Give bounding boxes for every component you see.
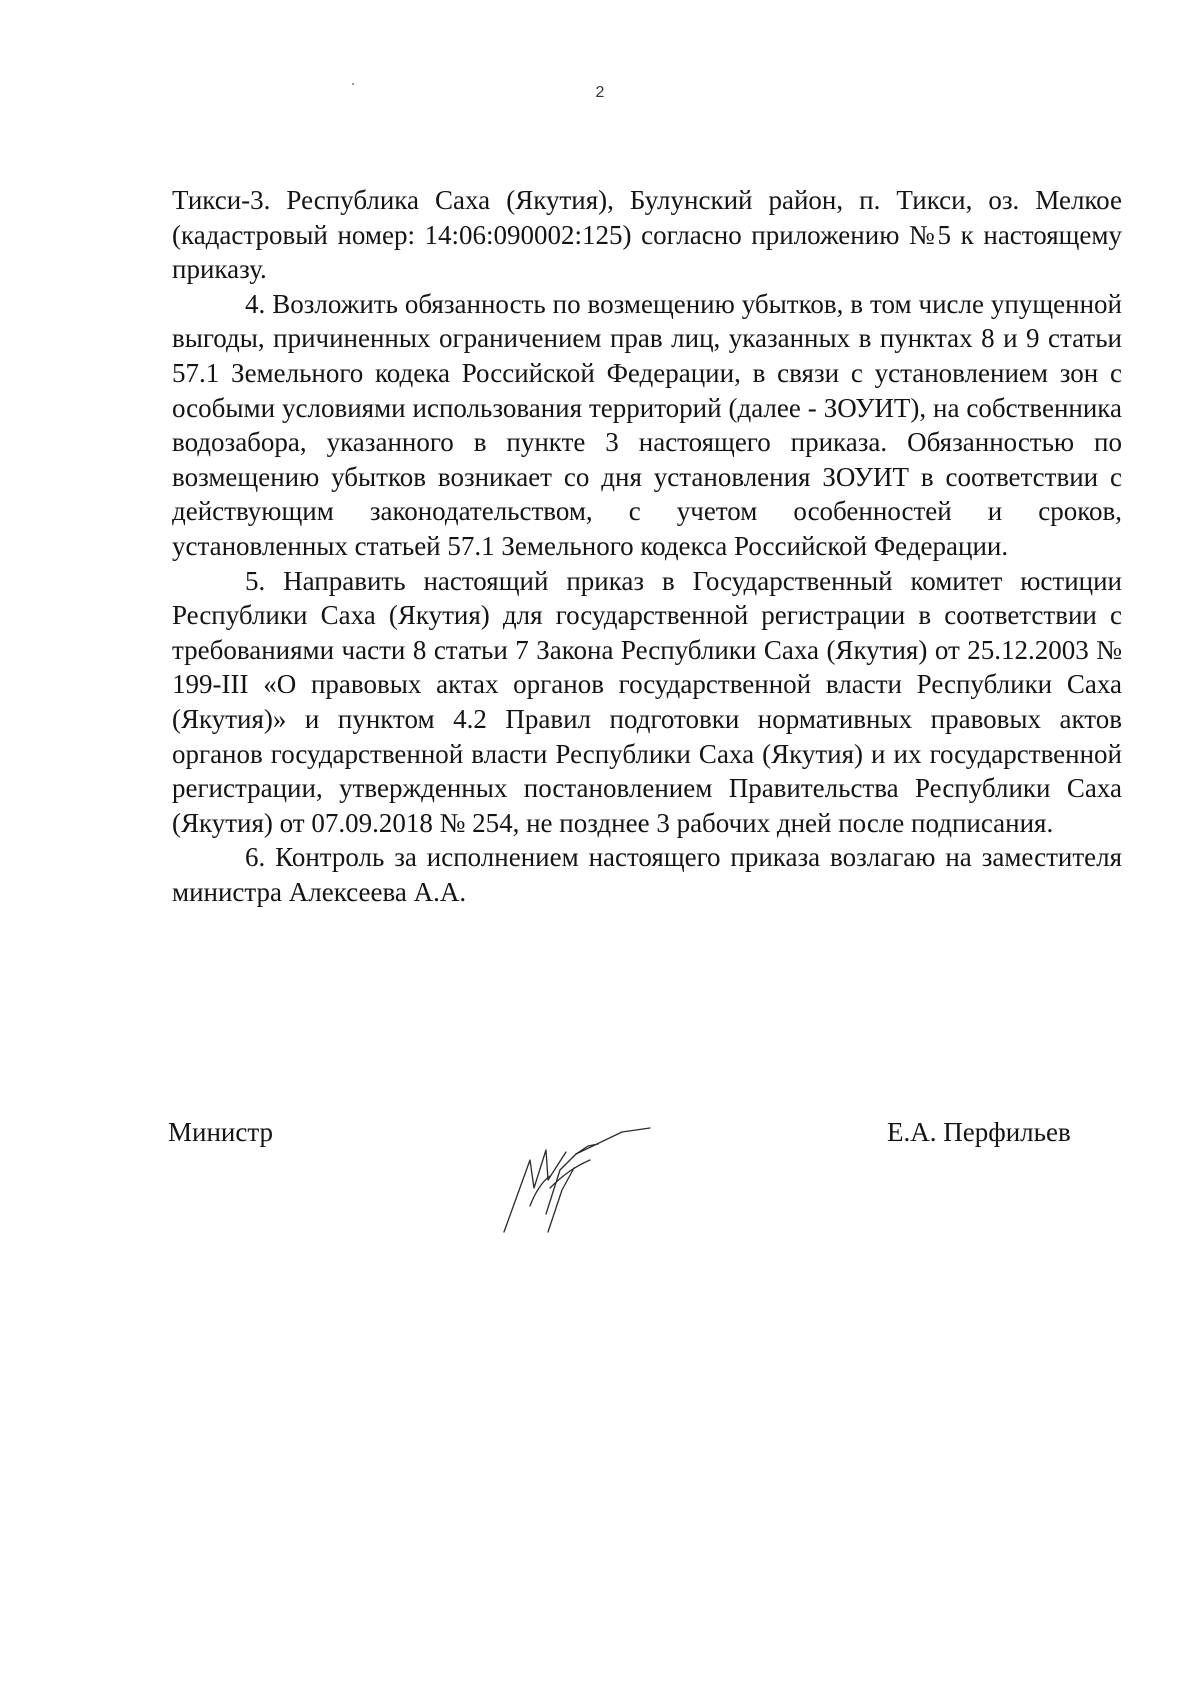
- document-body: [172, 183, 1122, 909]
- handwritten-signature: [490, 1110, 690, 1240]
- scan-artifact: [352, 83, 354, 85]
- paragraph-continuation: Тикси-3. Республика Саха (Якутия), Булунский район, п. Тикси, оз. Мелкое (кадастровый номер: 14:06:090002:125) согласно приложению №5 к настоящему приказу.: [172, 185, 1122, 285]
- signatory-title: Министр: [168, 1117, 273, 1147]
- paragraph-item-6: 6. Контроль за исполнением настоящего приказа возлагаю на заместителя министра Алексеева А.А.: [172, 842, 1122, 907]
- paragraph-item-4: 4. Возложить обязанность по возмещению убытков, в том числе упущенной выгоды, причиненных ограничением прав лиц, указанных в пунктах 8 и 9 статьи 57.1 Земельного кодека Российской Федерации, в связи с установлением зон с особыми условиями использования территорий (далее - ЗОУИТ), на собственника водозабора, указанного в пункте 3 настоящего приказа. Обязанностью по возмещению убытков возникает со дня установления ЗОУИТ в соответствии с действующим законодательством, с учетом особенностей и сроков, установленных статьей 57.1 Земельного кодекса Российской Федерации.: [172, 288, 1122, 561]
- signatory-name: Е.А. Перфильев: [887, 1117, 1071, 1147]
- paragraph-item-5: 5. Направить настоящий приказ в Государственный комитет юстиции Республики Саха (Якутия) для государственной регистрации в соответствии с требованиями части 8 статьи 7 Закона Республики Саха (Якутия) от 25.12.2003 № 199-III «О правовых актах органов государственной власти Республики Саха (Якутия)» и пунктом 4.2 Правил подготовки нормативных правовых актов органов государственной власти Республики Саха (Якутия) и их государственной регистрации, утвержденных постановлением Правительства Республики Саха (Якутия) от 07.09.2018 № 254, не позднее 3 рабочих дней после подписания.: [172, 565, 1122, 838]
- page-number: 2: [595, 84, 605, 101]
